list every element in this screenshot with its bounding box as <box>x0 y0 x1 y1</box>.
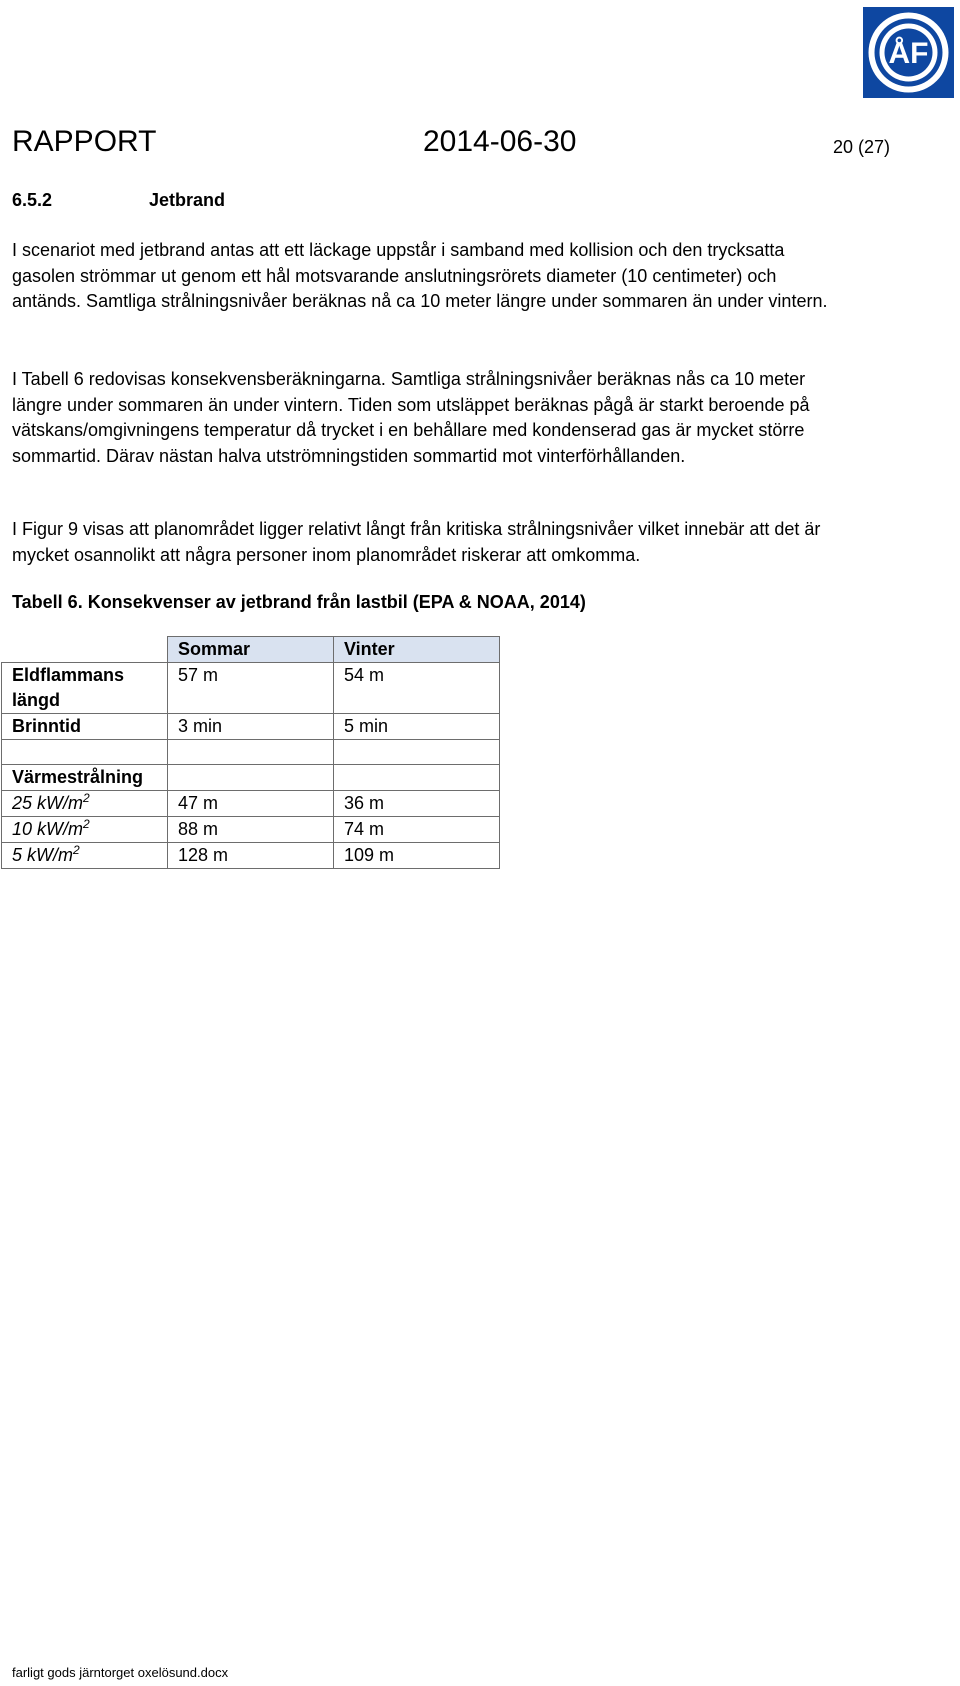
cell-vinter: 74 m <box>334 817 500 843</box>
cell-sommar: 47 m <box>168 791 334 817</box>
af-logo <box>863 7 954 98</box>
page-number: 20 (27) <box>833 137 891 157</box>
table-row <box>2 714 500 740</box>
section-number: 6.5.2 <box>12 190 53 210</box>
header-sommar: Sommar <box>168 637 334 663</box>
row-label: Värmestrålning <box>2 765 168 791</box>
consequence-table <box>1 636 500 869</box>
cell-vinter: 54 m <box>334 663 500 714</box>
superscript: 2 <box>83 817 90 831</box>
table-row <box>2 663 500 714</box>
row-label: Eldflammans längd <box>2 663 168 714</box>
paragraph-3: I Figur 9 visas att planområdet ligger relativt långt från kritiska strålningsnivåer vilket innebär att det är mycket osannolikt att några personer inom planområdet riskerar att omkomma. <box>12 519 821 565</box>
cell-vinter <box>334 740 500 765</box>
cell-sommar: 128 m <box>168 843 334 869</box>
table-row <box>2 765 500 791</box>
report-label: RAPPORT <box>12 125 157 158</box>
cell-sommar <box>168 740 334 765</box>
cell-sommar <box>168 765 334 791</box>
superscript: 2 <box>73 843 80 857</box>
table-header-row <box>2 637 500 663</box>
cell-vinter <box>334 765 500 791</box>
cell-vinter: 109 m <box>334 843 500 869</box>
table-row <box>2 817 500 843</box>
cell-sommar: 3 min <box>168 714 334 740</box>
footer-filename: farligt gods järntorget oxelösund.docx <box>12 1665 229 1680</box>
table-row <box>2 791 500 817</box>
paragraph-1: I scenariot med jetbrand antas att ett läckage uppstår i samband med kollision och den trycksatta gasolen strömmar ut genom ett hål motsvarande anslutningsrörets diameter (10 centimeter) och antänds. Samtliga strålningsnivåer beräknas nå ca 10 meter längre under sommaren än under vintern. <box>12 240 828 311</box>
report-date: 2014-06-30 <box>423 125 577 158</box>
table-row <box>2 843 500 869</box>
radiation-level-label <box>2 791 168 817</box>
radiation-level-text: 5 kW/m <box>12 845 73 865</box>
row-label <box>2 740 168 765</box>
radiation-level-text: 10 kW/m <box>12 819 84 839</box>
table-caption: Tabell 6. Konsekvenser av jetbrand från lastbil (EPA & NOAA, 2014) <box>12 592 586 612</box>
radiation-level-label <box>2 843 168 869</box>
paragraph-2: I Tabell 6 redovisas konsekvensberäkningarna. Samtliga strålningsnivåer beräknas nås ca 10 meter längre under sommaren än under vintern. Tiden som utsläppet beräknas pågå är starkt beroende på vätskans/omgivningens temperatur då trycket i en behållare med kondenserad gas är mycket större sommartid. Därav nästan halva utströmningstiden sommartid mot vinterförhållanden. <box>12 369 810 466</box>
cell-sommar: 88 m <box>168 817 334 843</box>
superscript: 2 <box>83 791 90 805</box>
logo-text: ÅF <box>888 37 929 70</box>
table-row <box>2 740 500 765</box>
header-vinter: Vinter <box>334 637 500 663</box>
radiation-level-label <box>2 817 168 843</box>
table-corner-cell <box>2 637 168 663</box>
radiation-level-text: 25 kW/m <box>12 793 84 813</box>
row-label: Brinntid <box>2 714 168 740</box>
section-title: Jetbrand <box>149 190 226 210</box>
cell-vinter: 36 m <box>334 791 500 817</box>
cell-vinter: 5 min <box>334 714 500 740</box>
af-logo-icon <box>863 7 954 98</box>
cell-sommar: 57 m <box>168 663 334 714</box>
